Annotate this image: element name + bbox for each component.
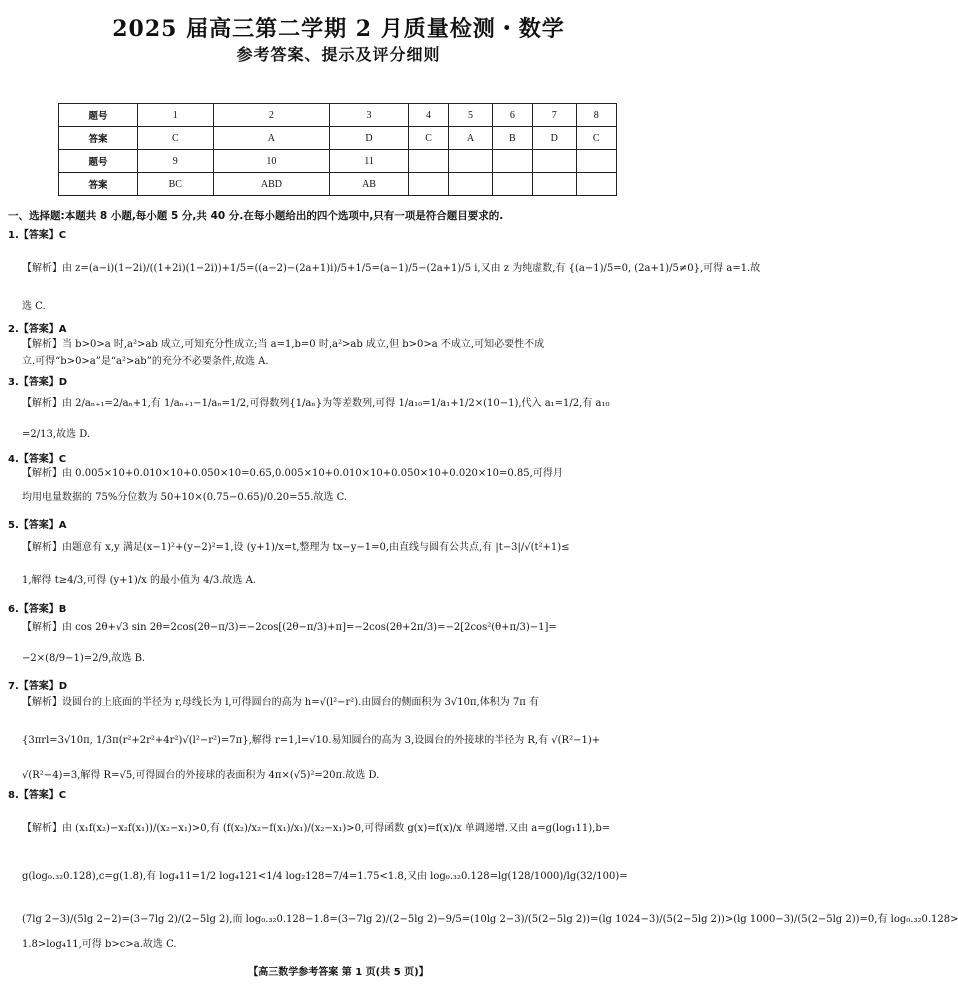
table-row bbox=[59, 173, 617, 196]
row-header: 题号 bbox=[59, 104, 138, 127]
table-row bbox=[59, 150, 617, 173]
row-header: 题号 bbox=[59, 150, 138, 173]
question-3-solution-line: =2/13,故选 D. bbox=[22, 429, 91, 440]
table-cell: 9 bbox=[138, 150, 214, 173]
table-cell: 11 bbox=[330, 150, 409, 173]
table-cell: 4 bbox=[408, 104, 448, 127]
table-cell bbox=[492, 150, 532, 173]
table-cell: 3 bbox=[330, 104, 409, 127]
question-5-answer: 5.【答案】A bbox=[8, 520, 67, 531]
row-header: 答案 bbox=[59, 173, 138, 196]
table-cell: 8 bbox=[576, 104, 617, 127]
question-1-solution-line: 选 C. bbox=[22, 301, 46, 312]
question-1-solution-line: 【解析】由 z=(a−i)(1−2i)/((1+2i)(1−2i))+1/5=((a−2)−(2a+1)i)/5+1/5=(a−1)/5−(2a+1)/5 i,又由 z 为纯虚数,有 {(a−1)/5=0, (2a+1)/5≠0},可得 a=1.故 bbox=[22, 263, 761, 274]
table-cell: 7 bbox=[533, 104, 576, 127]
question-6-solution-line: −2×(8/9−1)=2/9,故选 B. bbox=[22, 653, 146, 664]
table-cell: ABD bbox=[213, 173, 330, 196]
table-cell: 6 bbox=[492, 104, 532, 127]
table-cell: BC bbox=[138, 173, 214, 196]
table-cell: 10 bbox=[213, 150, 330, 173]
question-4-solution-line: 均用电量数据的 75%分位数为 50+10×(0.75−0.65)/0.20=55.故选 C. bbox=[22, 492, 348, 503]
table-cell bbox=[576, 150, 617, 173]
question-7-solution-line: √(R²−4)=3,解得 R=√5,可得圆台的外接球的表面积为 4π×(√5)²=20π.故选 D. bbox=[22, 770, 380, 781]
answer-table bbox=[58, 103, 617, 196]
question-8-solution-line: (7lg 2−3)/(5lg 2−2)=(3−7lg 2)/(2−5lg 2),而 log₀.₃₂0.128−1.8=(3−7lg 2)/(2−5lg 2)−9/5=(10lg 2−3)/(5(2−5lg 2))=(lg 1024−3)/(5(2−5lg 2))>(lg 1000−3)/(5(2−5lg 2))=0,有 log₀.₃₂0.128> bbox=[22, 914, 958, 925]
table-cell: D bbox=[533, 127, 576, 150]
table-cell: A bbox=[449, 127, 492, 150]
table-cell: 1 bbox=[138, 104, 214, 127]
question-8-solution-line: 1.8>log₄11,可得 b>c>a.故选 C. bbox=[22, 939, 177, 950]
question-8-solution-line: 【解析】由 (x₁f(x₂)−x₂f(x₁))/(x₂−x₁)>0,有 (f(x₂)/x₂−f(x₁)/x₁)/(x₂−x₁)>0,可得函数 g(x)=f(x)/x 单调递增.又由 a=g(log₁11),b= bbox=[22, 823, 611, 834]
table-cell bbox=[492, 173, 532, 196]
question-3-answer: 3.【答案】D bbox=[8, 377, 68, 388]
section-heading: 一、选择题:本题共 8 小题,每小题 5 分,共 40 分.在每小题给出的四个选项中,只有一项是符合题目要求的. bbox=[8, 210, 504, 222]
table-cell bbox=[576, 173, 617, 196]
page-footer: 【高三数学参考答案 第 1 页(共 5 页)】 bbox=[248, 967, 429, 978]
table-row bbox=[59, 104, 617, 127]
table-cell bbox=[449, 150, 492, 173]
row-header: 答案 bbox=[59, 127, 138, 150]
table-cell bbox=[533, 150, 576, 173]
question-6-solution-line: 【解析】由 cos 2θ+√3 sin 2θ=2cos(2θ−π/3)=−2cos[(2θ−π/3)+π]=−2cos(2θ+2π/3)=−2[2cos²(θ+π/3)−1]= bbox=[22, 622, 557, 633]
question-8-solution-line: g(log₀.₃₂0.128),c=g(1.8),有 log₄11=1/2 log₄121<1/4 log₂128=7/4=1.75<1.8,又由 log₀.₃₂0.128=lg(128/1000)/lg(32/100)= bbox=[22, 871, 628, 882]
table-cell: C bbox=[138, 127, 214, 150]
question-7-answer: 7.【答案】D bbox=[8, 681, 68, 692]
question-5-solution-line: 1,解得 t≥4/3,可得 (y+1)/x 的最小值为 4/3.故选 A. bbox=[22, 575, 256, 586]
table-cell: B bbox=[492, 127, 532, 150]
table-cell: AB bbox=[330, 173, 409, 196]
table-cell: A bbox=[213, 127, 330, 150]
table-cell: D bbox=[330, 127, 409, 150]
question-7-solution-line: 【解析】设圆台的上底面的半径为 r,母线长为 l,可得圆台的高为 h=√(l²−r²).由圆台的侧面积为 3√10π,体积为 7π 有 bbox=[22, 697, 540, 708]
question-2-solution-line: 【解析】当 b>0>a 时,a²>ab 成立,可知充分性成立;当 a=1,b=0 时,a²>ab 成立,但 b>0>a 不成立,可知必要性不成 bbox=[22, 339, 545, 350]
question-6-answer: 6.【答案】B bbox=[8, 604, 67, 615]
question-4-solution-line: 【解析】由 0.005×10+0.010×10+0.050×10=0.65,0.005×10+0.010×10+0.050×10+0.020×10=0.85,可得月 bbox=[22, 468, 563, 479]
question-2-answer: 2.【答案】A bbox=[8, 324, 67, 335]
question-8-answer: 8.【答案】C bbox=[8, 790, 67, 801]
question-7-solution-line: {3πrl=3√10π, 1/3π(r²+2r²+4r²)√(l²−r²)=7π},解得 r=1,l=√10.易知圆台的高为 3,设圆台的外接球的半径为 R,有 √(R²−1)+ bbox=[22, 735, 601, 746]
question-1-answer: 1.【答案】C bbox=[8, 230, 67, 241]
question-4-answer: 4.【答案】C bbox=[8, 454, 67, 465]
question-3-solution-line: 【解析】由 2/aₙ₊₁=2/aₙ+1,有 1/aₙ₊₁−1/aₙ=1/2,可得数列{1/aₙ}为等差数列,可得 1/a₁₀=1/a₁+1/2×(10−1),代入 a₁=1/2,有 a₁₀ bbox=[22, 398, 610, 409]
table-cell bbox=[408, 173, 448, 196]
question-5-solution-line: 【解析】由题意有 x,y 满足(x−1)²+(y−2)²=1,设 (y+1)/x=t,整理为 tx−y−1=0,由直线与圆有公共点,有 |t−3|/√(t²+1)≤ bbox=[22, 542, 570, 553]
table-cell: C bbox=[408, 127, 448, 150]
page-subtitle: 参考答案、提示及评分细则 bbox=[236, 45, 441, 64]
table-cell: 5 bbox=[449, 104, 492, 127]
table-cell bbox=[408, 150, 448, 173]
table-cell bbox=[449, 173, 492, 196]
table-row bbox=[59, 127, 617, 150]
page-title: 2025 届高三第二学期 2 月质量检测・数学 bbox=[112, 16, 565, 42]
table-cell bbox=[533, 173, 576, 196]
table-cell: 2 bbox=[213, 104, 330, 127]
question-2-solution-line: 立.可得“b>0>a”是“a²>ab”的充分不必要条件,故选 A. bbox=[22, 356, 269, 367]
table-cell: C bbox=[576, 127, 617, 150]
